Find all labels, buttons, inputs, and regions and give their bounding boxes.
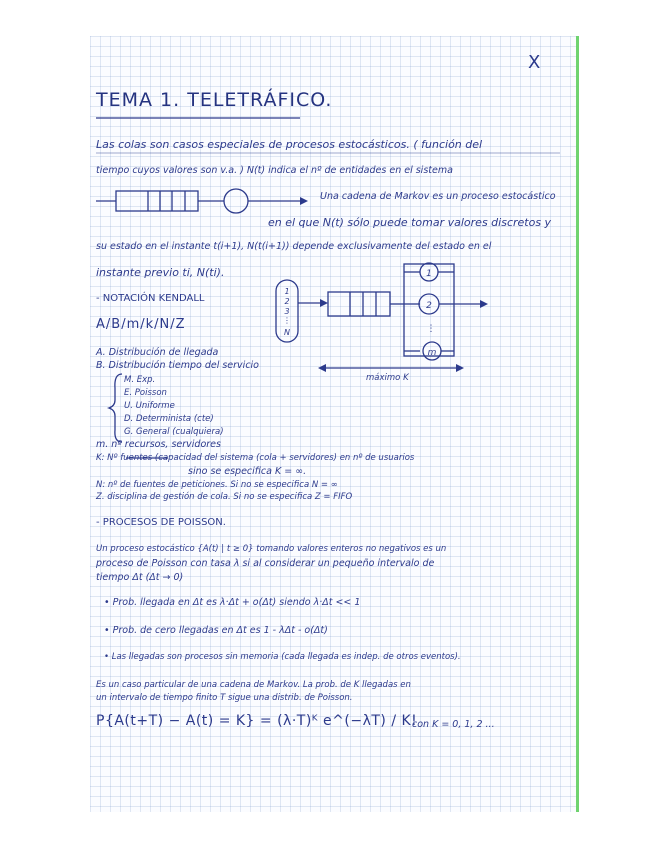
server-label: ⋮ — [426, 324, 436, 334]
source-label: 1 — [284, 287, 290, 296]
intro-line: su estado en el instante t(i+1), N(t(i+1)) depende exclusivamente del estado en el — [96, 241, 492, 252]
kendall-line: B. Distribución tiempo del servicio — [96, 360, 259, 371]
param-line: K: Nº fuentes (capacidad del sistema (cola + servidores) en nº de usuarios — [96, 453, 415, 463]
arrow-head — [480, 300, 488, 308]
arrow-head — [456, 364, 464, 372]
kendall-heading: - NOTACIÓN KENDALL — [96, 293, 205, 304]
server-circle — [224, 189, 248, 213]
markov-line: un intervalo de tiempo finito T sigue una distrib. de Poisson. — [96, 693, 353, 703]
queue-buffer — [328, 292, 390, 316]
param-line: m. nº recursos, servidores — [96, 439, 221, 450]
distribution-item: U. Uniforme — [124, 401, 175, 411]
poisson-formula: P{A(t+T) − A(t) = K} = (λ·T)ᴷ e^(−λT) / K! — [96, 713, 418, 729]
distribution-item: M. Exp. — [124, 375, 156, 385]
param-line: sino se especifica K = ∞. — [188, 466, 307, 477]
poisson-bullet: • Prob. llegada en Δt es λ·Δt + o(Δt) siendo λ·Δt << 1 — [104, 597, 361, 608]
poisson-intro-line: proceso de Poisson con tasa λ si al considerar un pequeño intervalo de — [96, 558, 435, 569]
intro-line: tiempo cuyos valores son v.a. ) N(t) indica el nº de entidades en el sistema — [96, 165, 453, 176]
source-label: 2 — [284, 297, 290, 306]
poisson-intro-line: tiempo Δt (Δt → 0) — [96, 572, 184, 583]
param-line: N: nº de fuentes de peticiones. Si no se especifica N = ∞ — [96, 480, 338, 490]
kendall-system-diagram — [276, 263, 488, 372]
intro-line: Las colas son casos especiales de procesos estocásticos. ( función del — [96, 138, 483, 151]
distribution-item: E. Poisson — [124, 388, 167, 398]
distribution-brace — [109, 374, 122, 442]
poisson-intro-line: Un proceso estocástico {A(t) | t ≥ 0} tomando valores enteros no negativos es un — [96, 544, 447, 554]
distribution-item: D. Determinista (cte) — [124, 414, 214, 424]
distribution-item: G. General (cualquiera) — [124, 427, 224, 437]
arrow-head — [318, 364, 326, 372]
queue-buffer — [116, 191, 198, 211]
poisson-bullet: • Prob. de cero llegadas en Δt es 1 - λΔt - o(Δt) — [104, 625, 328, 636]
source-label: ⋮ — [283, 316, 291, 325]
arrow-head — [300, 197, 308, 205]
poisson-heading: - PROCESOS DE POISSON. — [96, 517, 226, 528]
server-label: 1 — [426, 269, 432, 279]
capacity-label: máximo K — [366, 373, 409, 383]
poisson-formula-range: con K = 0, 1, 2 ... — [412, 719, 495, 730]
arrow-head — [320, 299, 328, 307]
intro-line: instante previo ti, N(ti). — [96, 266, 225, 279]
corner-mark: X — [528, 52, 541, 73]
source-label: 3 — [284, 307, 290, 316]
source-label: N — [284, 328, 290, 337]
intro-line: Una cadena de Markov es un proceso estocástico — [320, 191, 556, 202]
kendall-formula: A/B/m/k/N/Z — [96, 317, 186, 332]
server-label: 2 — [426, 301, 432, 311]
simple-queue-diagram — [96, 189, 308, 213]
poisson-bullet: • Las llegadas son procesos sin memoria (cada llegada es indep. de otros eventos). — [104, 652, 461, 662]
page-title: TEMA 1. TELETRÁFICO. — [96, 89, 333, 111]
intro-line: en el que N(t) sólo puede tomar valores discretos y — [268, 216, 552, 229]
kendall-line: A. Distribución de llegada — [96, 347, 219, 358]
server-label: m — [427, 348, 437, 358]
param-line: Z. disciplina de gestión de cola. Si no se especifica Z = FIFO — [96, 492, 353, 502]
markov-line: Es un caso particular de una cadena de Markov. La prob. de K llegadas en — [96, 680, 411, 690]
